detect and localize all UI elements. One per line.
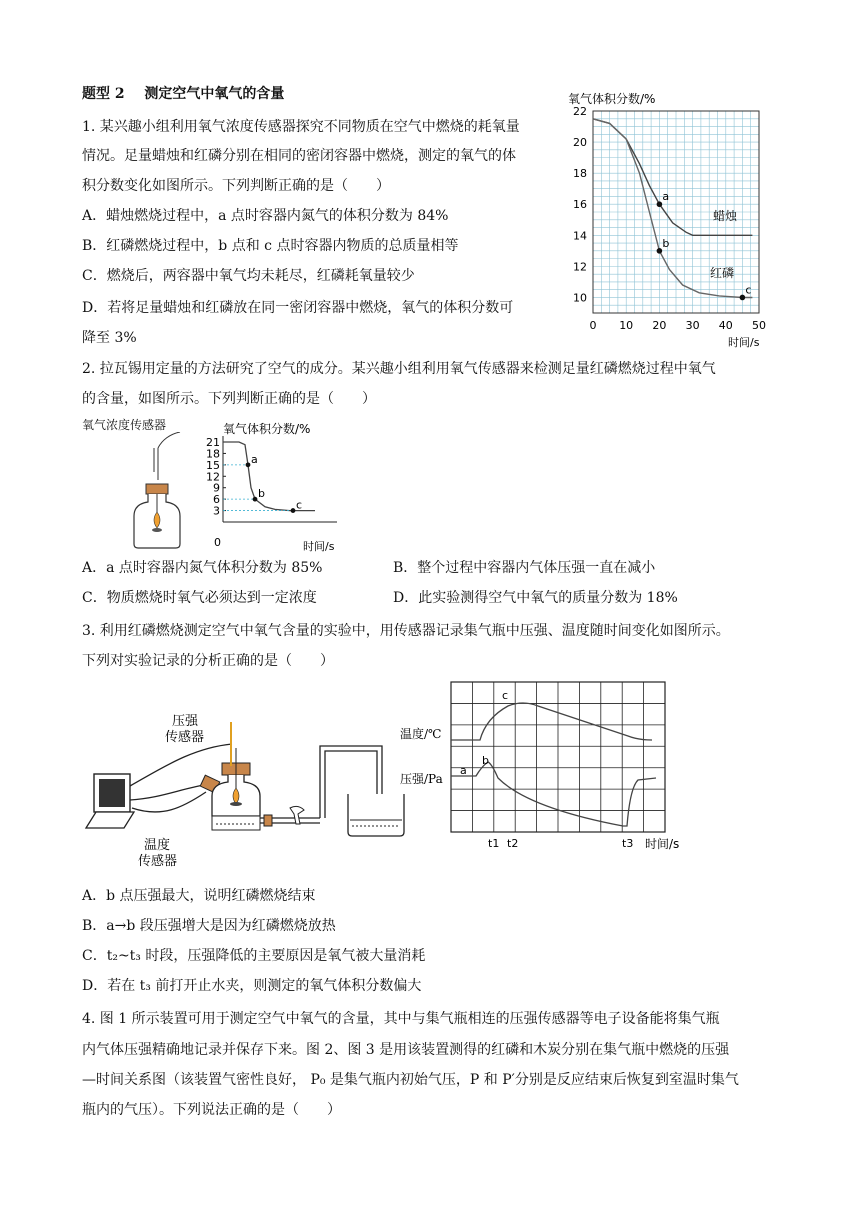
- q3-t1: t1: [488, 837, 500, 850]
- q1-point-label-b: b: [662, 236, 670, 250]
- section-label: 题型 2: [82, 86, 125, 102]
- computer-icon: [86, 774, 134, 828]
- bottle-stopper: [146, 484, 168, 494]
- q1-xtick: 40: [718, 319, 733, 332]
- q2-point-a: [246, 462, 251, 467]
- q2-device-label: 氧气浓度传感器: [82, 418, 167, 432]
- q4-stem-line-4: 瓶内的气压）。下列说法正确的是（ ）: [82, 1102, 341, 1118]
- q3-apparatus: [82, 708, 412, 868]
- q2-ytick: 15: [206, 458, 220, 472]
- q2-point-c: [291, 508, 296, 513]
- q2-option-b: B．整个过程中容器内气体压强一直在减小: [393, 560, 656, 576]
- temp-sensor-label-1: 温度: [144, 838, 171, 853]
- q3-stem-line-2: 下列对实验记录的分析正确的是（ ）: [82, 653, 334, 669]
- q2-point-label-a: a: [251, 452, 258, 466]
- q3-point-a: a: [460, 764, 467, 777]
- q1-point-a: [657, 201, 663, 207]
- q1-xtick: 0: [589, 319, 597, 332]
- q1-stem-line-1: 1. 某兴趣小组利用氧气浓度传感器探究不同物质在空气中燃烧的耗氧量: [82, 119, 520, 135]
- q1-xtick: 10: [619, 319, 634, 332]
- q2-chart: [195, 418, 345, 558]
- q3-t3: t3: [622, 837, 634, 850]
- q2-ytick: 6: [213, 493, 220, 507]
- q2-xlabel: 时间/s: [303, 540, 335, 553]
- q2-ytick: 9: [213, 481, 220, 495]
- q3-point-b: b: [482, 754, 489, 767]
- q1-xlabel: 时间/s: [728, 336, 760, 349]
- q2-ylabel: 氧气体积分数/%: [223, 422, 311, 436]
- q1-chart: [560, 88, 800, 353]
- q1-stem-line-3: 积分数变化如图所示。下列判断正确的是（ ）: [82, 178, 390, 194]
- q1-ytick: 12: [573, 260, 587, 274]
- q1-ytick: 18: [573, 167, 587, 181]
- q2-ytick: 21: [206, 436, 220, 449]
- q2-origin: 0: [214, 536, 221, 549]
- section-title: 测定空气中氧气的含量: [144, 86, 285, 102]
- beaker: [348, 794, 404, 836]
- q2-stem-line-2: 的含量，如图所示。下列判断正确的是（ ）: [82, 391, 376, 407]
- sensor-wire: [154, 432, 180, 480]
- q3-option-c: C．t₂~t₃ 时段，压强降低的主要原因是氧气被大量消耗: [82, 948, 426, 964]
- q3-option-b: B．a→b 段压强增大是因为红磷燃烧放热: [82, 918, 336, 934]
- q1-option-a: A．蜡烛燃烧过程中，a 点时容器内氮气的体积分数为 84%: [82, 208, 449, 224]
- q2-ytick: 3: [213, 504, 220, 518]
- section-header: [82, 83, 284, 103]
- q3-pressure-label: 压强/Pa: [400, 772, 443, 786]
- q1-ytick: 20: [573, 136, 587, 150]
- q3-temp-label: 温度/℃: [400, 727, 442, 741]
- pressure-sensor-label-2: 传感器: [165, 730, 205, 745]
- q1-option-d-cont: 降至 3%: [82, 330, 137, 346]
- q1-ytick: 16: [573, 198, 587, 212]
- q2-option-d: D．此实验测得空气中氧气的质量分数为 18%: [393, 590, 678, 606]
- q3-option-d: D．若在 t₃ 前打开止水夹，则测定的氧气体积分数偏大: [82, 978, 422, 994]
- q1-stem-line-2: 情况。足量蜡烛和红磷分别在相同的密闭容器中燃烧，测定的氧气的体: [82, 148, 516, 164]
- q2-point-b: [253, 497, 258, 502]
- q4-stem-line-1: 4. 图 1 所示装置可用于测定空气中氧气的含量，其中与集气瓶相连的压强传感器等电子设备能将集气瓶: [82, 1011, 720, 1027]
- q2-option-c: C．物质燃烧时氧气必须达到一定浓度: [82, 590, 317, 606]
- q2-point-label-c: c: [296, 498, 303, 512]
- q1-xtick: 20: [652, 319, 667, 332]
- q1-option-d: D．若将足量蜡烛和红磷放在同一密闭容器中燃烧，氧气的体积分数可: [82, 300, 514, 316]
- q1-option-b: B．红磷燃烧过程中，b 点和 c 点时容器内物质的总质量相等: [82, 238, 459, 254]
- q3-t2: t2: [507, 837, 519, 850]
- q1-point-b: [657, 248, 663, 254]
- q2-ytick: 12: [206, 470, 220, 484]
- q1-point-c: [740, 295, 746, 301]
- q2-ytick: 18: [206, 447, 220, 461]
- q1-series-label-candle: 蜡烛: [713, 209, 738, 223]
- q1-point-label-a: a: [662, 190, 670, 204]
- q2-option-a: A．a 点时容器内氮气体积分数为 85%: [82, 560, 323, 576]
- q1-xtick: 50: [752, 319, 766, 332]
- pressure-sensor-label-1: 压强: [172, 714, 199, 729]
- q1-ylabel: 氧气体积分数/%: [568, 92, 656, 106]
- water-clamp-icon: [290, 806, 304, 824]
- q3-xlabel: 时间/s: [645, 837, 680, 851]
- q2-point-label-b: b: [258, 487, 265, 501]
- q3-stem-line-1: 3. 利用红磷燃烧测定空气中氧气含量的实验中，用传感器记录集气瓶中压强、温度随时间变化如图所示。: [82, 623, 730, 639]
- q1-xtick: 30: [685, 319, 700, 332]
- q3-chart: [398, 678, 688, 856]
- q3-option-a: A．b 点压强最大，说明红磷燃烧结束: [82, 888, 316, 904]
- q1-point-label-c: c: [745, 283, 752, 297]
- q2-apparatus: [120, 432, 200, 552]
- q4-stem-line-2: 内气体压强精确地记录并保存下来。图 2、图 3 是用该装置测得的红磷和木炭分别在集气瓶中燃烧的压强: [82, 1042, 730, 1058]
- q1-ytick: 14: [573, 229, 587, 243]
- q1-option-c: C．燃烧后，两容器中氧气均未耗尽，红磷耗氧量较少: [82, 268, 415, 284]
- q3-pressure-curve: [451, 762, 656, 826]
- q1-ytick: 22: [573, 105, 587, 118]
- q1-ytick: 10: [573, 291, 587, 305]
- q2-stem-line-1: 2. 拉瓦锡用定量的方法研究了空气的成分。某兴趣小组利用氧气传感器来检测足量红磷燃烧过程中氧气: [82, 361, 716, 377]
- temp-sensor-label-2: 传感器: [138, 854, 178, 868]
- q4-stem-line-3: —时间关系图（该装置气密性良好， P₀ 是集气瓶内初始气压，P 和 P′分别是反应结束后恢复到室温时集气: [82, 1072, 739, 1088]
- q1-series-label-phosphorus: 红磷: [710, 266, 735, 280]
- q3-point-c: c: [502, 689, 509, 702]
